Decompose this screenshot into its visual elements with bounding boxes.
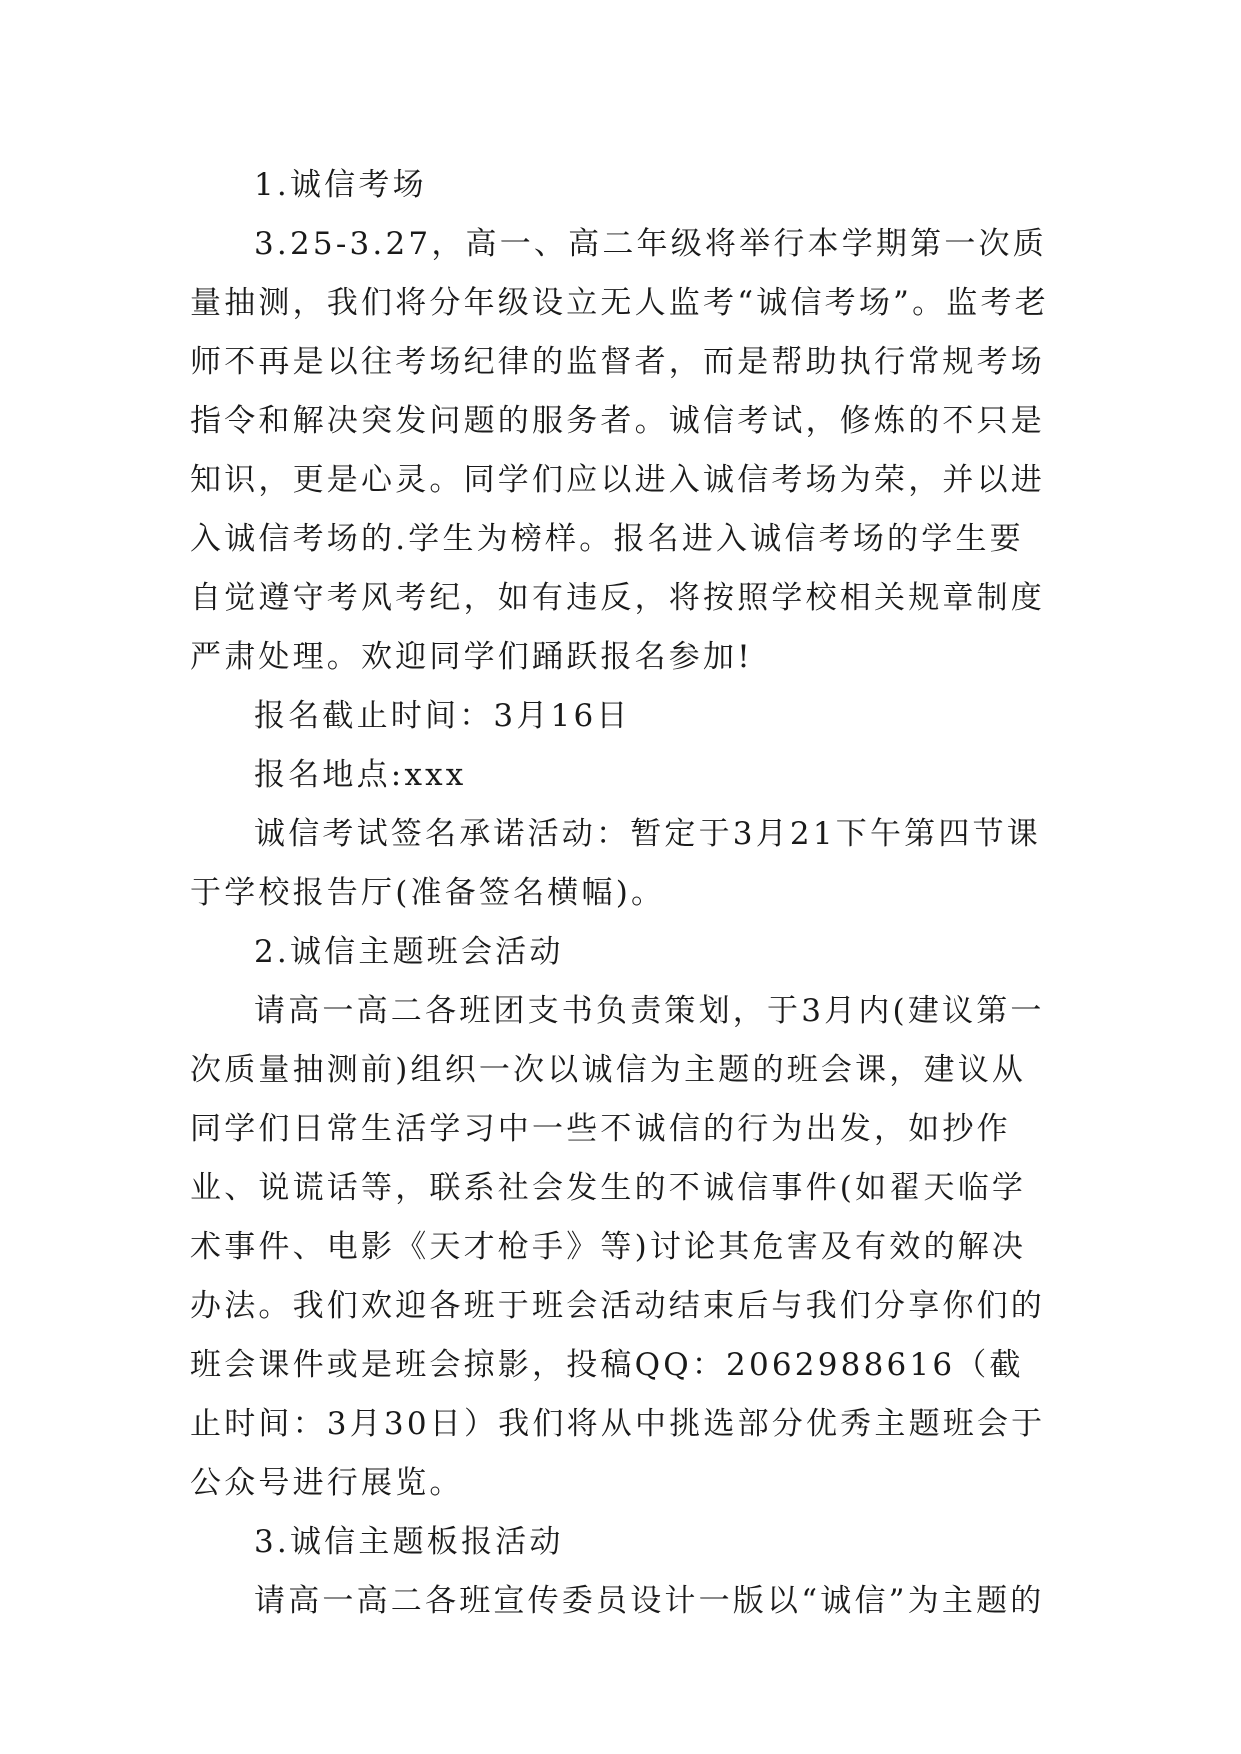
paragraph-signing-activity: 诚信考试签名承诺活动：暂定于3月21下午第四节课于学校报告厅(准备签名横幅)。 [190, 816, 1041, 911]
section-heading-class-meeting: 2.诚信主题班会活动 [254, 934, 564, 970]
paragraph-exam-room-intro: 3.25-3.27，高一、高二年级将举行本学期第一次质量抽测，我们将分年级设立无人监考“诚信考场”。监考老师不再是以往考场纪律的监督者，而是帮助执行常规考场指令和解决突发问题的服务者。诚信考试，修炼的不只是知识，更是心灵。同学们应以进入诚信考场为荣，并以进入诚信考场的.学生为榜样。报名进入诚信考场的学生要自觉遵守考风考纪，如有违反，将按照学校相关规章制度严肃处理。欢迎同学们踊跃报名参加! [190, 226, 1049, 675]
paragraph-class-meeting-details: 请高一高二各班团支书负责策划，于3月内(建议第一次质量抽测前)组织一次以诚信为主题的班会课，建议从同学们日常生活学习中一些不诚信的行为出发，如抄作业、说谎话等，联系社会发生的不诚信事件(如翟天临学术事件、电影《天才枪手》等)讨论其危害及有效的解决办法。我们欢迎各班于班会活动结束后与我们分享你们的班会课件或是班会掠影，投稿QQ：2062988616（截止时间：3月30日）我们将从中挑选部分优秀主题班会于公众号进行展览。 [190, 993, 1046, 1501]
paragraph-registration-deadline: 报名截止时间：3月16日 [254, 698, 631, 734]
document-body [190, 156, 1050, 1631]
paragraph-blackboard-details: 请高一高二各班宣传委员设计一版以“诚信”为主题的 [254, 1583, 1045, 1619]
section-heading-blackboard: 3.诚信主题板报活动 [254, 1524, 564, 1560]
paragraph-registration-location: 报名地点:xxx [254, 757, 467, 793]
section-heading-exam-room: 1.诚信考场 [254, 167, 427, 203]
